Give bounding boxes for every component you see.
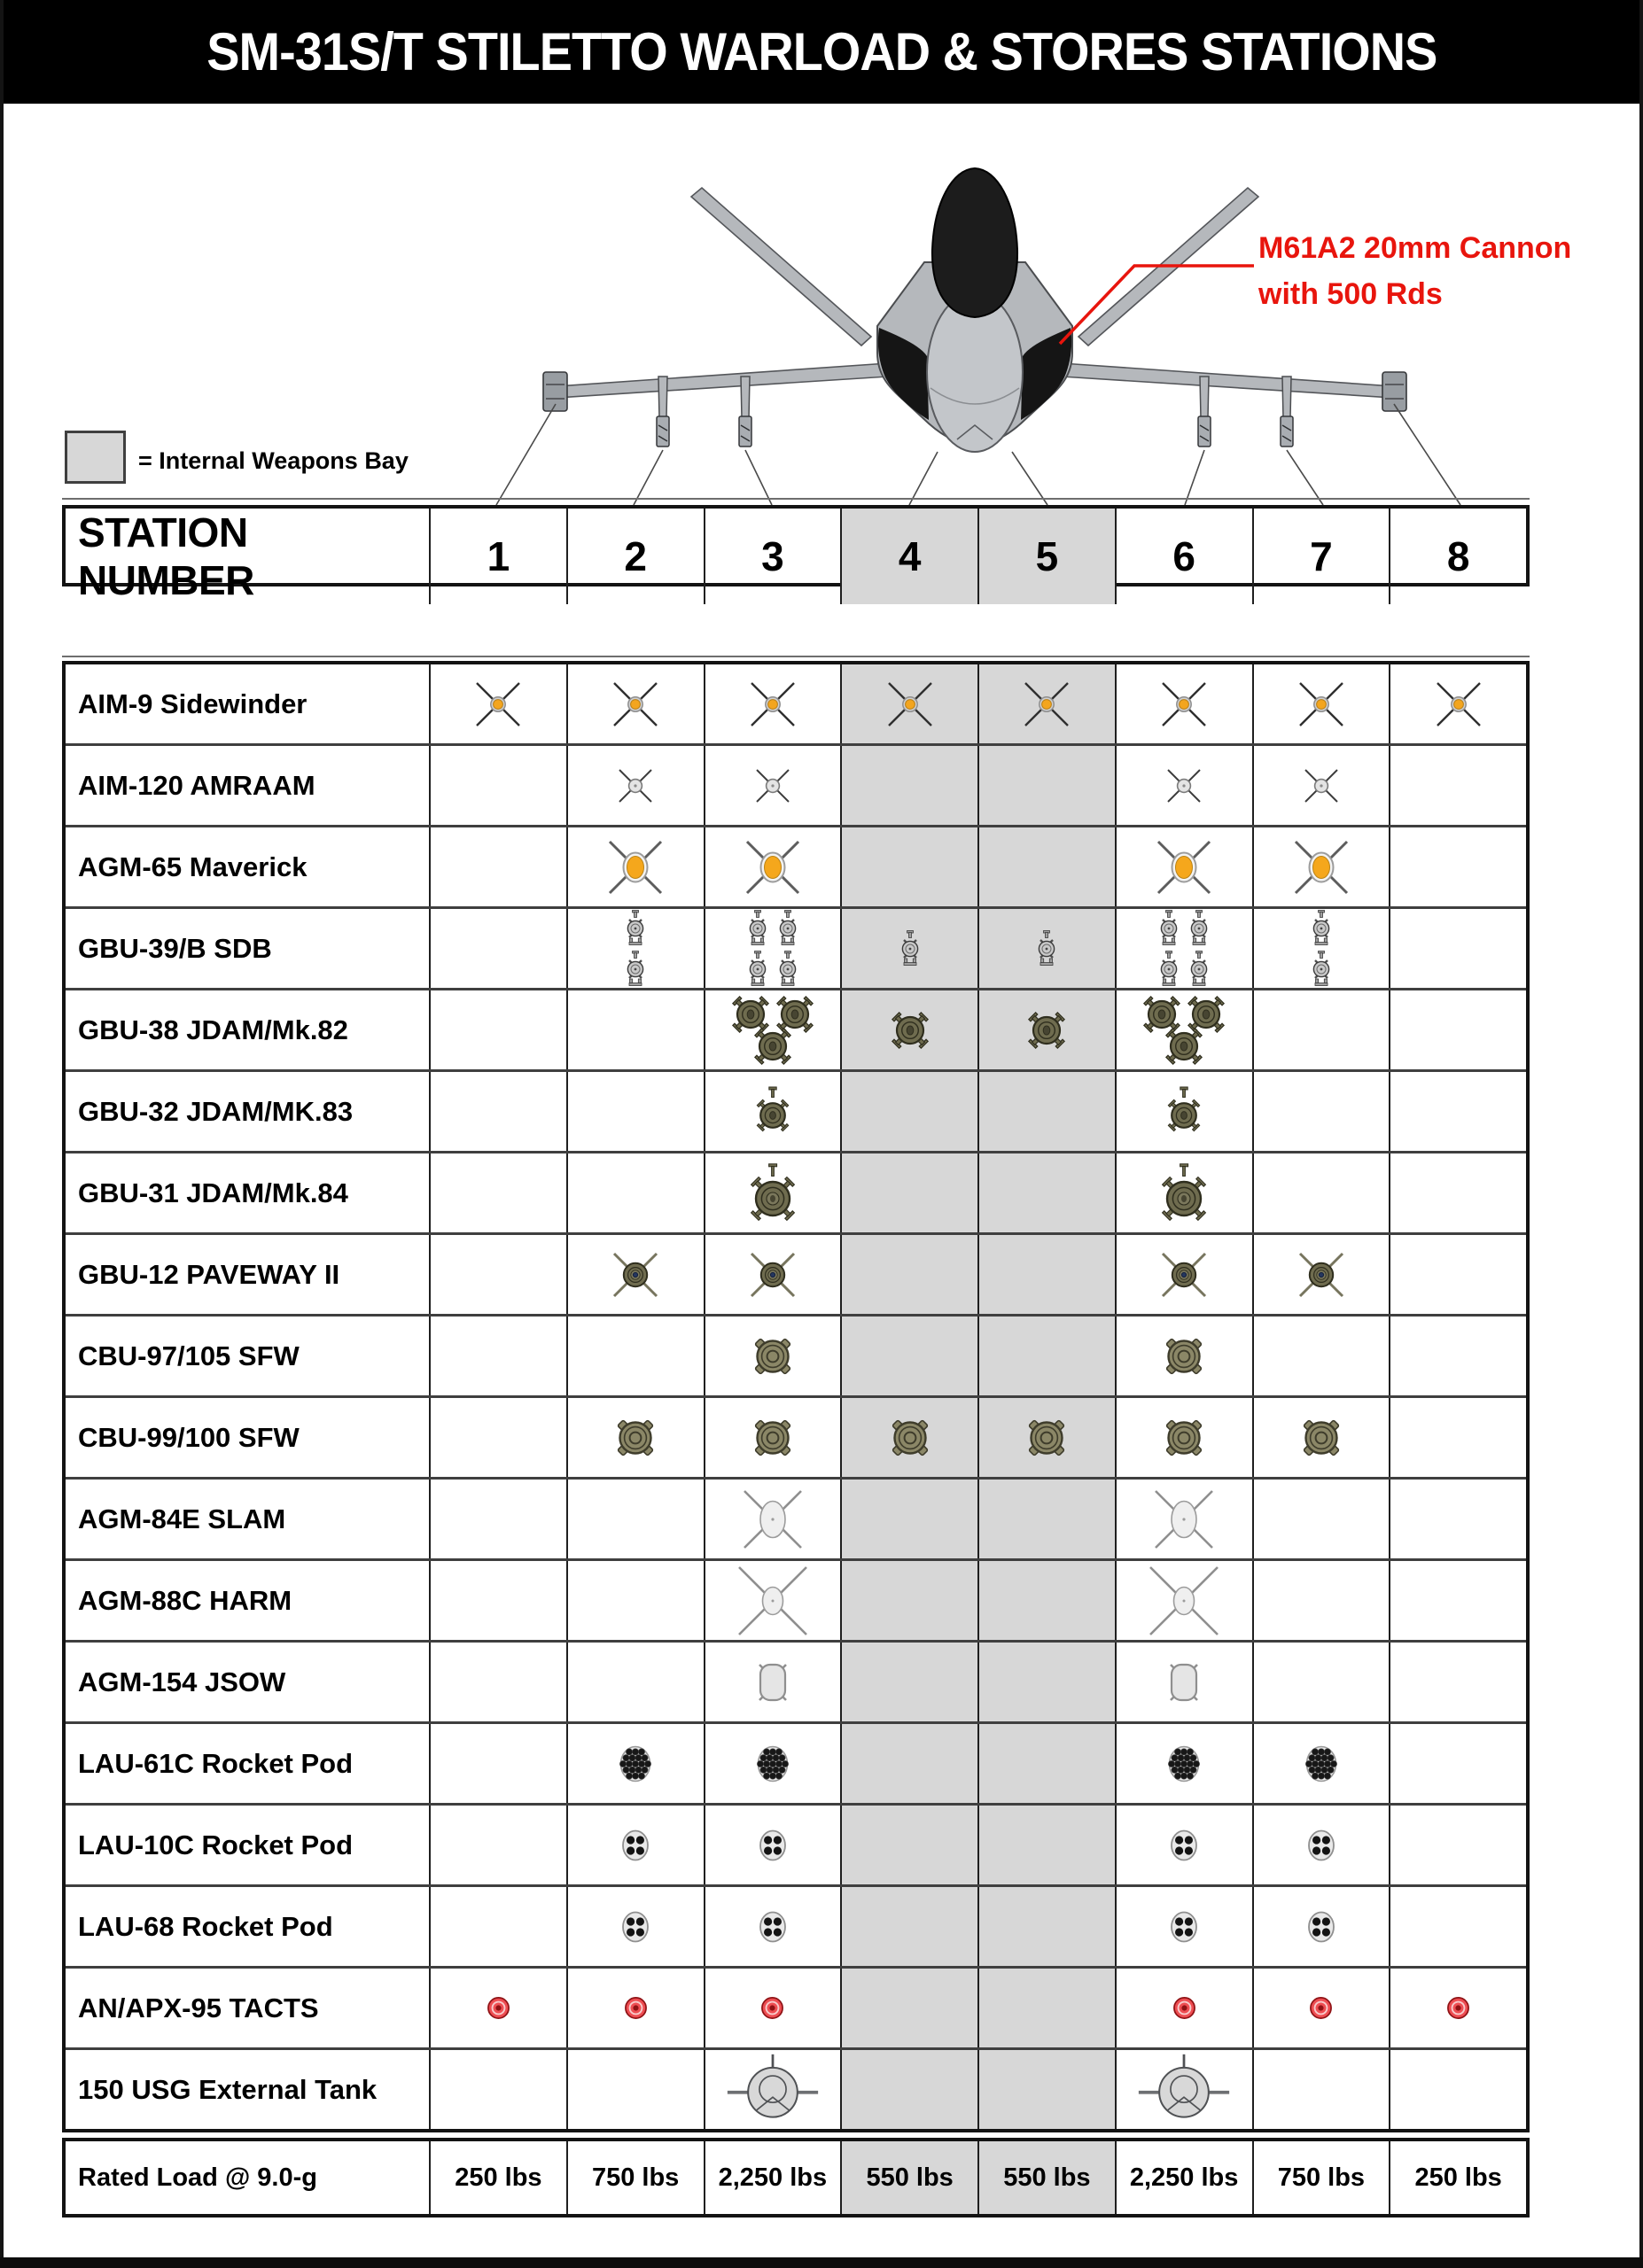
aim9-icon <box>883 677 938 732</box>
loadout-cell <box>566 664 704 743</box>
loadout-cell <box>840 746 977 825</box>
loadout-cell <box>704 1235 841 1314</box>
loadout-cell <box>566 1235 704 1314</box>
weapon-row <box>66 1721 1526 1803</box>
loadout-cell <box>429 990 566 1069</box>
weapon-name: AGM-84E SLAM <box>78 1503 286 1534</box>
loadout-cell <box>977 746 1115 825</box>
loadout-cell <box>977 1806 1115 1884</box>
loadout-cell <box>1252 1887 1390 1966</box>
loadout-cell <box>429 1969 566 2047</box>
loadout-cell <box>704 2050 841 2129</box>
weapon-row <box>66 1314 1526 1395</box>
lau4-icon <box>1304 1825 1339 1866</box>
lau61-icon <box>753 1741 792 1787</box>
loadout-cell <box>1252 1235 1390 1314</box>
loadout-cell <box>566 1480 704 1558</box>
loadout-cell <box>704 664 841 743</box>
loadout-cell <box>977 664 1115 743</box>
sdb-icon <box>746 910 769 947</box>
weapon-name: AGM-65 Maverick <box>78 850 308 882</box>
rated-load-value: 2,250 lbs <box>704 2141 841 2214</box>
loadout-cell <box>566 2050 704 2129</box>
loadout-cell <box>977 1398 1115 1477</box>
loadout-cell <box>566 1153 704 1232</box>
weapon-name: AIM-9 Sidewinder <box>78 687 308 719</box>
loadout-cell <box>1252 2050 1390 2129</box>
loadout-cell <box>566 746 704 825</box>
page-title: SM-31S/T STILETTO WARLOAD & STORES STATIONS <box>206 22 1437 82</box>
loadout-cell <box>429 909 566 988</box>
station-cell-1: 1 <box>429 509 566 604</box>
loadout-cell <box>977 2050 1115 2129</box>
loadout-cell <box>840 1887 977 1966</box>
loadout-cell <box>704 1724 841 1803</box>
loadout-cell <box>840 1643 977 1721</box>
weapon-name: GBU-39/B SDB <box>78 932 272 964</box>
loadout-cell <box>1115 2050 1252 2129</box>
page-border-left <box>0 0 4 2268</box>
lau4-icon <box>1166 1907 1202 1947</box>
loadout-cell <box>429 1398 566 1477</box>
tank-icon <box>724 2053 822 2127</box>
loadout-cell <box>977 909 1115 988</box>
rated-load-value: 750 lbs <box>566 2141 704 2214</box>
loadout-cell <box>704 746 841 825</box>
sdb-icon <box>746 951 769 988</box>
loadout-cell <box>429 746 566 825</box>
sdb-icon <box>899 930 922 967</box>
loadout-cell <box>977 827 1115 906</box>
loadout-cell <box>566 827 704 906</box>
weapon-name: CBU-97/105 SFW <box>78 1340 300 1371</box>
weapon-name: GBU-12 PAVEWAY II <box>78 1258 340 1290</box>
aim9-icon <box>1019 677 1074 732</box>
loadout-cell <box>977 1480 1115 1558</box>
loadout-cell <box>840 1317 977 1395</box>
sdb-icon <box>1035 930 1058 967</box>
loadout-cell <box>1252 1969 1390 2047</box>
cbu-icon <box>1161 1330 1207 1383</box>
sdb-icon <box>1157 910 1180 947</box>
gbu38-icon <box>751 1025 794 1068</box>
weapon-name: AN/APX-95 TACTS <box>78 1992 319 2023</box>
loadout-cell <box>704 1480 841 1558</box>
gbu38-icon <box>1025 1009 1068 1052</box>
loadout-cell <box>1252 909 1390 988</box>
loadout-cell <box>1115 1480 1252 1558</box>
cbu-icon <box>887 1411 933 1464</box>
icon-stack <box>1310 910 1333 988</box>
weapon-name: AGM-88C HARM <box>78 1584 292 1616</box>
loadout-cell <box>977 1235 1115 1314</box>
station-cell-3: 3 <box>704 509 841 604</box>
loadout-cell <box>1252 746 1390 825</box>
weapon-name: LAU-68 Rocket Pod <box>78 1910 333 1942</box>
cannon-annotation-line1: M61A2 20mm Cannon <box>1258 231 1572 265</box>
loadout-cell <box>977 1969 1115 2047</box>
loadout-cell <box>704 1887 841 1966</box>
rated-load-label: Rated Load @ 9.0-g <box>78 2163 317 2192</box>
agm65-icon <box>740 835 806 900</box>
weapon-row <box>66 1232 1526 1314</box>
loadout-cell <box>704 1806 841 1884</box>
loadout-cell <box>429 1643 566 1721</box>
weapon-name: AGM-154 JSOW <box>78 1666 286 1697</box>
tank-icon <box>1135 2053 1233 2127</box>
gbu38-icon <box>889 1009 931 1052</box>
sdb-icon <box>1310 910 1333 947</box>
sdb-icon <box>776 910 799 947</box>
lau4-icon <box>755 1825 790 1866</box>
stores-matrix-table <box>62 661 1530 2132</box>
weapon-row <box>66 1151 1526 1232</box>
lau61-icon <box>1302 1741 1341 1787</box>
loadout-cell <box>1115 1072 1252 1151</box>
loadout-cell <box>429 1806 566 1884</box>
gbu32-icon <box>1164 1086 1203 1138</box>
loadout-cell <box>704 827 841 906</box>
loadout-cell <box>977 1724 1115 1803</box>
loadout-cell <box>566 1969 704 2047</box>
weapon-name: GBU-32 JDAM/MK.83 <box>78 1095 354 1127</box>
cbu-icon <box>1161 1411 1207 1464</box>
gbu32-icon <box>753 1086 792 1138</box>
loadout-cell <box>566 1806 704 1884</box>
loadout-cell <box>704 1317 841 1395</box>
loadout-cell <box>1115 1317 1252 1395</box>
weapon-row <box>66 1477 1526 1558</box>
tacts-icon <box>1446 1996 1470 2020</box>
station-cell-8: 8 <box>1389 509 1526 604</box>
rated-load-row <box>66 2141 1526 2214</box>
loadout-cell <box>566 1643 704 1721</box>
loadout-cell <box>1389 909 1526 988</box>
icon-stack <box>1141 993 1227 1068</box>
loadout-cell <box>566 1724 704 1803</box>
sdb-icon <box>624 910 647 947</box>
lau4-icon <box>1166 1825 1202 1866</box>
icon-stack <box>729 993 816 1068</box>
icon-stack <box>624 910 647 988</box>
loadout-cell <box>1389 1887 1526 1966</box>
loadout-cell <box>566 909 704 988</box>
station-cell-4: 4 <box>840 509 977 604</box>
loadout-cell <box>1389 1072 1526 1151</box>
rated-load-value: 550 lbs <box>977 2141 1115 2214</box>
loadout-cell <box>840 1969 977 2047</box>
loadout-cell <box>1389 1235 1526 1314</box>
tacts-icon <box>487 1996 510 2020</box>
weapon-row <box>66 825 1526 906</box>
station-cell-2: 2 <box>566 509 704 604</box>
agm65-icon <box>1289 835 1354 900</box>
loadout-cell <box>704 1398 841 1477</box>
aim9-icon <box>608 677 663 732</box>
loadout-cell <box>1252 1724 1390 1803</box>
tacts-icon <box>624 1996 648 2020</box>
loadout-cell <box>429 664 566 743</box>
station-cell-7: 7 <box>1252 509 1390 604</box>
loadout-cell <box>429 1887 566 1966</box>
station-header-row <box>66 509 1526 603</box>
loadout-cell <box>840 664 977 743</box>
sdb-icon <box>1187 951 1211 988</box>
loadout-cell <box>840 1235 977 1314</box>
tacts-icon <box>1309 1996 1333 2020</box>
loadout-cell <box>1389 1398 1526 1477</box>
loadout-cell <box>1252 990 1390 1069</box>
loadout-cell <box>1252 1398 1390 1477</box>
internal-bay-legend-label: = Internal Weapons Bay <box>138 447 409 474</box>
weapon-name: CBU-99/100 SFW <box>78 1421 300 1453</box>
jsow-icon <box>753 1657 792 1708</box>
lau61-icon <box>1164 1741 1203 1787</box>
aim9-icon <box>1294 677 1349 732</box>
sdb-icon <box>1187 910 1211 947</box>
loadout-cell <box>1389 746 1526 825</box>
loadout-cell <box>704 990 841 1069</box>
loadout-cell <box>704 1072 841 1151</box>
gbu31-icon <box>748 1163 798 1223</box>
station-number-table <box>62 505 1530 603</box>
lau4-icon <box>755 1907 790 1947</box>
rated-load-value: 750 lbs <box>1252 2141 1390 2214</box>
loadout-cell <box>1389 1969 1526 2047</box>
lau4-icon <box>618 1907 653 1947</box>
weapon-row <box>66 1640 1526 1721</box>
loadout-cell <box>1115 990 1252 1069</box>
weapon-name: LAU-61C Rocket Pod <box>78 1747 354 1779</box>
loadout-cell <box>1115 1398 1252 1477</box>
weapon-row <box>66 743 1526 825</box>
loadout-cell <box>977 1643 1115 1721</box>
loadout-cell <box>1115 1561 1252 1640</box>
loadout-cell <box>429 1072 566 1151</box>
weapon-name: 150 USG External Tank <box>78 2073 378 2105</box>
page-border-right <box>1639 0 1643 2268</box>
harm-icon <box>735 1563 811 1639</box>
lau4-icon <box>618 1825 653 1866</box>
loadout-cell <box>1389 1643 1526 1721</box>
weapon-row <box>66 906 1526 988</box>
loadout-cell <box>1252 664 1390 743</box>
weapon-row <box>66 1803 1526 1884</box>
aim120-icon <box>1300 765 1343 807</box>
loadout-cell <box>840 1398 977 1477</box>
gbu12-icon <box>1293 1247 1350 1303</box>
cbu-icon <box>750 1411 796 1464</box>
loadout-cell <box>1115 909 1252 988</box>
weapon-name: GBU-38 JDAM/Mk.82 <box>78 1014 348 1045</box>
loadout-cell <box>566 1398 704 1477</box>
loadout-cell <box>840 1480 977 1558</box>
loadout-cell <box>977 1153 1115 1232</box>
loadout-cell <box>1389 1806 1526 1884</box>
loadout-cell <box>840 1153 977 1232</box>
loadout-cell <box>429 1724 566 1803</box>
weapon-row <box>66 1069 1526 1151</box>
loadout-cell <box>1115 1153 1252 1232</box>
loadout-cell <box>1389 990 1526 1069</box>
loadout-cell <box>1115 1806 1252 1884</box>
icon-stack <box>746 910 799 988</box>
agm65-icon <box>603 835 668 900</box>
cbu-icon <box>750 1330 796 1383</box>
agm65-icon <box>1151 835 1217 900</box>
loadout-cell <box>1115 1235 1252 1314</box>
loadout-cell <box>840 909 977 988</box>
loadout-cell <box>566 1317 704 1395</box>
loadout-cell <box>429 1561 566 1640</box>
cannon-annotation <box>1258 225 1571 317</box>
rated-load-table <box>62 2138 1530 2218</box>
weapon-row <box>66 2047 1526 2129</box>
aim120-icon <box>614 765 657 807</box>
weapon-row <box>66 1395 1526 1477</box>
page-border-bottom <box>0 2257 1643 2268</box>
loadout-cell <box>977 990 1115 1069</box>
loadout-cell <box>1389 1561 1526 1640</box>
station-cell-5: 5 <box>977 509 1115 604</box>
station-cell-6: 6 <box>1115 509 1252 604</box>
loadout-cell <box>1389 1153 1526 1232</box>
loadout-cell <box>704 1643 841 1721</box>
loadout-cell <box>429 1153 566 1232</box>
rated-load-value: 550 lbs <box>840 2141 977 2214</box>
rated-load-value: 250 lbs <box>429 2141 566 2214</box>
loadout-cell <box>429 1235 566 1314</box>
loadout-cell <box>566 1561 704 1640</box>
harm-icon <box>1146 1563 1222 1639</box>
loadout-cell <box>977 1561 1115 1640</box>
weapon-name: LAU-10C Rocket Pod <box>78 1829 354 1860</box>
loadout-cell <box>1389 1724 1526 1803</box>
loadout-cell <box>566 1887 704 1966</box>
rated-load-value: 2,250 lbs <box>1115 2141 1252 2214</box>
lau61-icon <box>616 1741 655 1787</box>
rule-above-station-table <box>62 498 1530 500</box>
weapon-row <box>66 988 1526 1069</box>
loadout-cell <box>1389 1317 1526 1395</box>
loadout-cell <box>1252 1643 1390 1721</box>
loadout-cell <box>1389 2050 1526 2129</box>
gbu38-icon <box>1163 1025 1205 1068</box>
loadout-cell <box>429 2050 566 2129</box>
cannon-annotation-line2: with 500 Rds <box>1258 277 1443 311</box>
loadout-cell <box>1115 746 1252 825</box>
lau4-icon <box>1304 1907 1339 1947</box>
aim120-icon <box>751 765 794 807</box>
tacts-icon <box>1172 1996 1196 2020</box>
loadout-cell <box>1389 827 1526 906</box>
loadout-cell <box>429 1317 566 1395</box>
weapon-row <box>66 1966 1526 2047</box>
loadout-cell <box>1115 1969 1252 2047</box>
cbu-icon <box>612 1411 658 1464</box>
gbu31-icon <box>1159 1163 1209 1223</box>
loadout-cell <box>1252 1317 1390 1395</box>
gbu12-icon <box>1156 1247 1212 1303</box>
rule-above-matrix-table <box>62 656 1530 657</box>
sdb-icon <box>1310 951 1333 988</box>
slam-icon <box>1150 1486 1218 1553</box>
loadout-cell <box>566 990 704 1069</box>
aim120-icon <box>1163 765 1205 807</box>
weapon-row <box>66 1884 1526 1966</box>
loadout-cell <box>1115 664 1252 743</box>
loadout-cell <box>840 2050 977 2129</box>
loadout-cell <box>840 990 977 1069</box>
gbu12-icon <box>607 1247 664 1303</box>
aim9-icon <box>1431 677 1486 732</box>
loadout-cell <box>840 1806 977 1884</box>
slam-icon <box>739 1486 806 1553</box>
loadout-cell <box>840 1561 977 1640</box>
loadout-cell <box>1252 827 1390 906</box>
cbu-icon <box>1298 1411 1344 1464</box>
loadout-cell <box>1252 1806 1390 1884</box>
loadout-cell <box>704 1561 841 1640</box>
loadout-cell <box>704 909 841 988</box>
weapon-name: AIM-120 AMRAAM <box>78 769 315 801</box>
loadout-cell <box>704 1969 841 2047</box>
weapon-row <box>66 664 1526 743</box>
loadout-cell <box>1115 1724 1252 1803</box>
loadout-cell <box>429 827 566 906</box>
loadout-cell <box>1252 1480 1390 1558</box>
loadout-cell <box>429 1480 566 1558</box>
station-number-label: STATION NUMBER <box>78 509 254 603</box>
weapon-row <box>66 1558 1526 1640</box>
rated-load-value: 250 lbs <box>1389 2141 1526 2214</box>
loadout-cell <box>1252 1153 1390 1232</box>
sdb-icon <box>624 951 647 988</box>
loadout-cell <box>1389 664 1526 743</box>
aim9-icon <box>745 677 800 732</box>
cbu-icon <box>1024 1411 1070 1464</box>
loadout-cell <box>1115 1643 1252 1721</box>
icon-stack <box>1157 910 1211 988</box>
internal-bay-swatch <box>65 431 126 484</box>
loadout-cell <box>704 1153 841 1232</box>
aim9-icon <box>1156 677 1211 732</box>
loadout-cell <box>1389 1480 1526 1558</box>
loadout-cell <box>977 1317 1115 1395</box>
loadout-cell <box>566 1072 704 1151</box>
loadout-cell <box>1252 1072 1390 1151</box>
sdb-icon <box>776 951 799 988</box>
weapon-name: GBU-31 JDAM/Mk.84 <box>78 1177 348 1208</box>
loadout-cell <box>840 827 977 906</box>
tacts-icon <box>760 1996 784 2020</box>
loadout-cell <box>840 1724 977 1803</box>
loadout-cell <box>1252 1561 1390 1640</box>
aim9-icon <box>471 677 526 732</box>
loadout-cell <box>977 1887 1115 1966</box>
loadout-cell <box>1115 827 1252 906</box>
loadout-cell <box>840 1072 977 1151</box>
jsow-icon <box>1164 1657 1203 1708</box>
sdb-icon <box>1157 951 1180 988</box>
canopy-icon <box>932 168 1017 317</box>
loadout-cell <box>977 1072 1115 1151</box>
loadout-cell <box>1115 1887 1252 1966</box>
gbu12-icon <box>744 1247 801 1303</box>
